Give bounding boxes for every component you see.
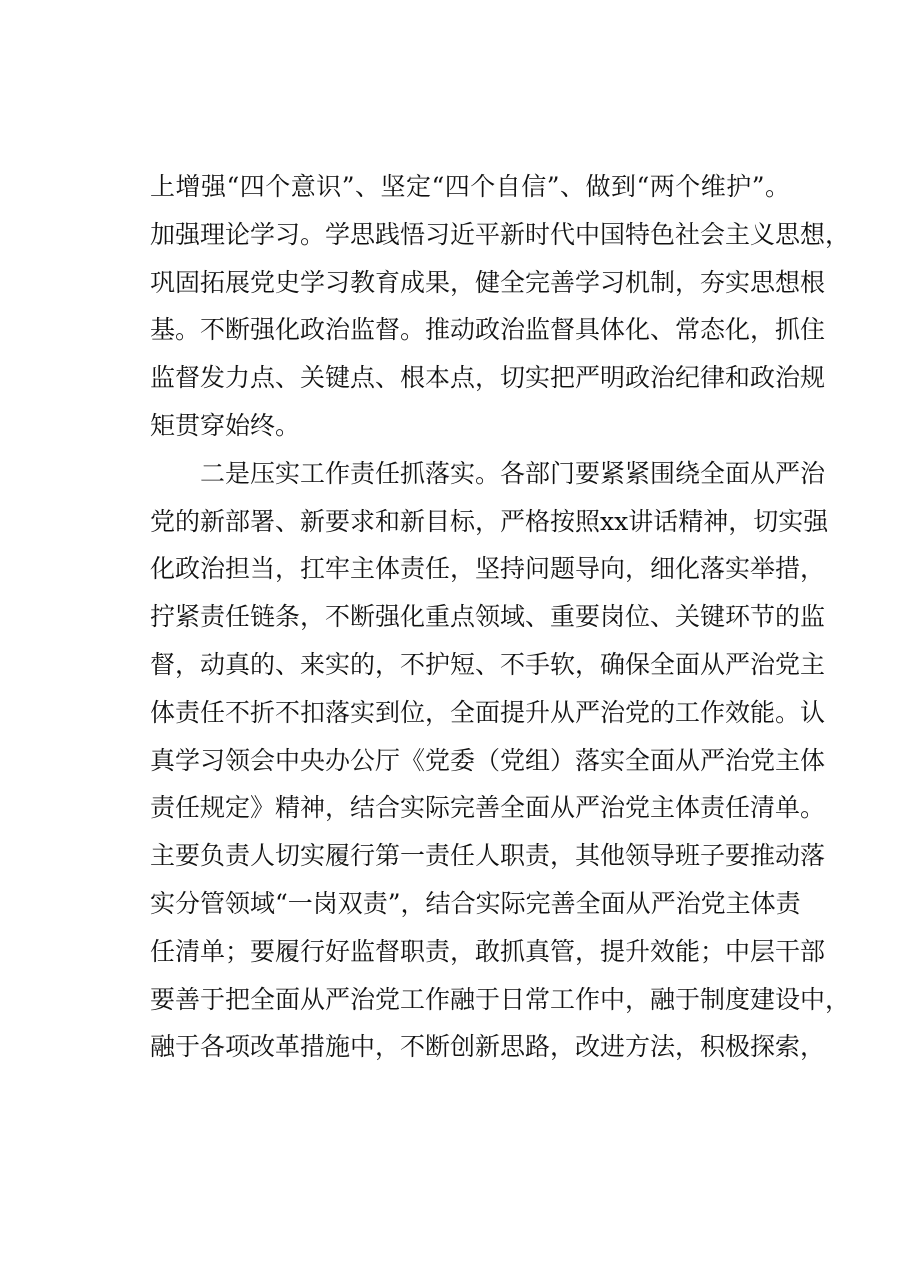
text-line: 巩固拓展党史学习教育成果，健全完善学习机制，夯实思想根 bbox=[150, 267, 826, 297]
text-line: 上增强“四个意识”、坚定“四个自信”、做到“两个维护”。 bbox=[150, 172, 790, 201]
text-line: 要善于把全面从严治党工作融于日常工作中，融于制度建设中， bbox=[150, 984, 851, 1014]
text-line: 监督发力点、关键点、根本点，切实把严明政治纪律和政治规 bbox=[150, 363, 826, 393]
text-line: 体责任不折不扣落实到位，全面提升从严治党的工作效能。认 bbox=[150, 697, 826, 727]
text-line: 二是压实工作责任抓落实。各部门要紧紧围绕全面从严治 bbox=[200, 458, 826, 488]
text-line: 矩贯穿始终。 bbox=[150, 410, 301, 440]
document-body bbox=[150, 163, 851, 1071]
text-line: 督，动真的、来实的，不护短、不手软，确保全面从严治党主 bbox=[150, 649, 826, 679]
text-line: 拧紧责任链条，不断强化重点领域、重要岗位、关键环节的监 bbox=[150, 602, 826, 632]
text-line: 加强理论学习。学思践悟习近平新时代中国特色社会主义思想， bbox=[150, 219, 851, 249]
paragraph-responsibility bbox=[150, 450, 851, 1071]
text-line: 化政治担当，扛牢主体责任，坚持问题导向，细化落实举措， bbox=[150, 554, 826, 584]
paragraph-political-study bbox=[150, 163, 851, 450]
text-line: 党的新部署、新要求和新目标，严格按照xx讲话精神，切实强 bbox=[150, 506, 829, 536]
text-line: 真学习领会中央办公厅《党委（党组）落实全面从严治党主体 bbox=[150, 745, 826, 775]
text-line: 基。不断强化政治监督。推动政治监督具体化、常态化，抓住 bbox=[150, 315, 826, 345]
text-line: 责任规定》精神，结合实际完善全面从严治党主体责任清单。 bbox=[150, 793, 826, 823]
text-line: 融于各项改革措施中，不断创新思路，改进方法，积极探索， bbox=[150, 1032, 826, 1062]
text-line: 任清单；要履行好监督职责，敢抓真管，提升效能；中层干部 bbox=[150, 936, 826, 966]
text-line: 主要负责人切实履行第一责任人职责，其他领导班子要推动落 bbox=[150, 841, 826, 871]
text-line: 实分管领域“一岗双责”，结合实际完善全面从严治党主体责 bbox=[150, 888, 801, 918]
